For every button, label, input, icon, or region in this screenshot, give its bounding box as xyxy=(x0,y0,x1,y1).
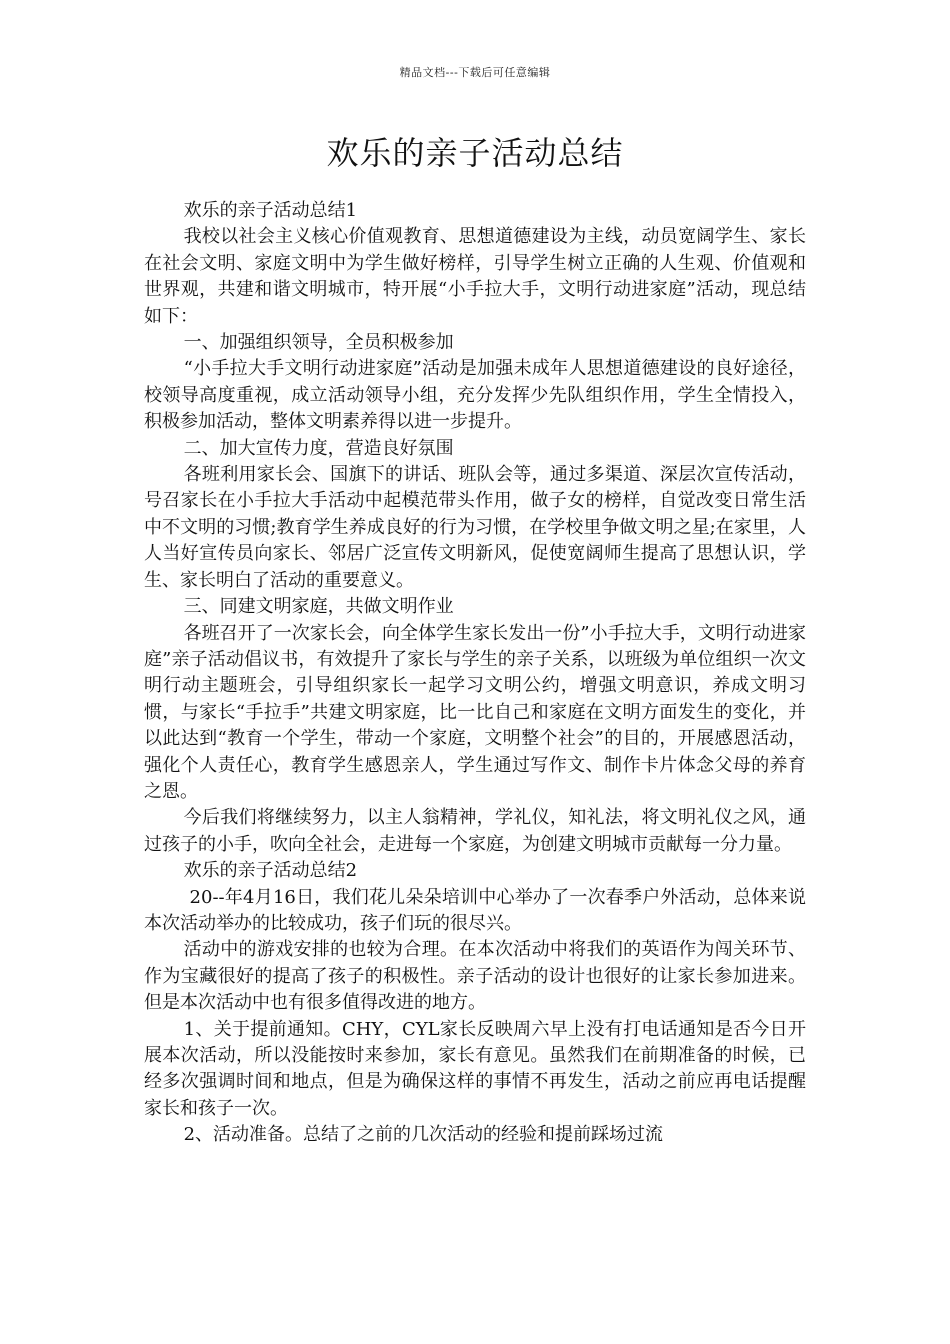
body-paragraph: 2、活动准备。总结了之前的几次活动的经验和提前踩场过流 xyxy=(183,1124,664,1146)
body-paragraph: 我校以社会主义核心价值观教育、思想道德建设为主线，动员宽阔学生、家长在社会文明、家庭文明中为学生做好榜样，引导学生树立正确的人生观、价值观和世界观，共建和谐文明城市，特开展“小手拉大手，文明行动进家庭”活动，现总结如下： xyxy=(144,226,806,327)
body-paragraph: “小手拉大手文明行动进家庭”活动是加强未成年人思想道德建设的良好途径，校领导高度重视，成立活动领导小组，充分发挥少先队组织作用，学生全情投入，积极参加活动，整体文明素养得以进一步提升。 xyxy=(144,358,806,433)
body-paragraph: 1、关于提前通知。CHY，CYL家长反映周六早上没有打电话通知是否今日开展本次活动，所以没能按时来参加，家长有意见。虽然我们在前期准备的时候，已经多次强调时间和地点，但是为确保这样的事情不再发生，活动之前应再电话提醒家长和孩子一次。 xyxy=(144,1018,806,1119)
document-title: 欢乐的亲子活动总结 xyxy=(326,134,624,172)
body-paragraph: 活动中的游戏安排的也较为合理。在本次活动中将我们的英语作为闯关环节、作为宝藏很好的提高了孩子的积极性。亲子活动的设计也很好的让家长参加进来。但是本次活动中也有很多值得改进的地方。 xyxy=(144,939,806,1014)
subsection-heading: 二、加大宣传力度，营造良好氛围 xyxy=(183,437,454,459)
header-note: 精品文档---下载后可任意编辑 xyxy=(399,66,551,79)
body-paragraph: 今后我们将继续努力，以主人翁精神，学礼仪，知礼法，将文明礼仪之风，通过孩子的小手，吹向全社会，走进每一个家庭，为创建文明城市贡献每一分力量。 xyxy=(144,807,806,855)
section-heading: 欢乐的亲子活动总结2 xyxy=(183,860,358,882)
subsection-heading: 一、加强组织领导，全员积极参加 xyxy=(183,332,454,354)
subsection-heading: 三、同建文明家庭，共做文明作业 xyxy=(183,596,454,618)
section-heading: 欢乐的亲子活动总结1 xyxy=(183,200,358,221)
body-paragraph: 各班召开了一次家长会，向全体学生家长发出一份”小手拉大手，文明行动进家庭”亲子活动倡议书，有效提升了家长与学生的亲子关系，以班级为单位组织一次文明行动主题班会，引导组织家长一起学习文明公约，增强文明意识，养成文明习惯，与家长“手拉手”共建文明家庭，比一比自己和家庭在文明方面发生的变化，并以此达到“教育一个学生，带动一个家庭，文明整个社会”的目的，开展感恩活动，强化个人责任心，教育学生感恩亲人，学生通过写作文、制作卡片体念父母的养育之恩。 xyxy=(144,622,806,802)
body-paragraph: 各班利用家长会、国旗下的讲话、班队会等，通过多渠道、深层次宣传活动，号召家长在小手拉大手活动中起模范带头作用，做子女的榜样，自觉改变日常生活中不文明的习惯;教育学生养成良好的行为习惯，在学校里争做文明之星;在家里，人人当好宣传员向家长、邻居广泛宣传文明新风，促使宽阔师生提高了思想认识，学生、家长明白了活动的重要意义。 xyxy=(144,464,806,591)
body-paragraph: 20--年4月16日，我们花儿朵朵培训中心举办了一次春季户外活动，总体来说本次活动举办的比较成功，孩子们玩的很尽兴。 xyxy=(144,886,806,934)
document-body xyxy=(144,198,806,1149)
